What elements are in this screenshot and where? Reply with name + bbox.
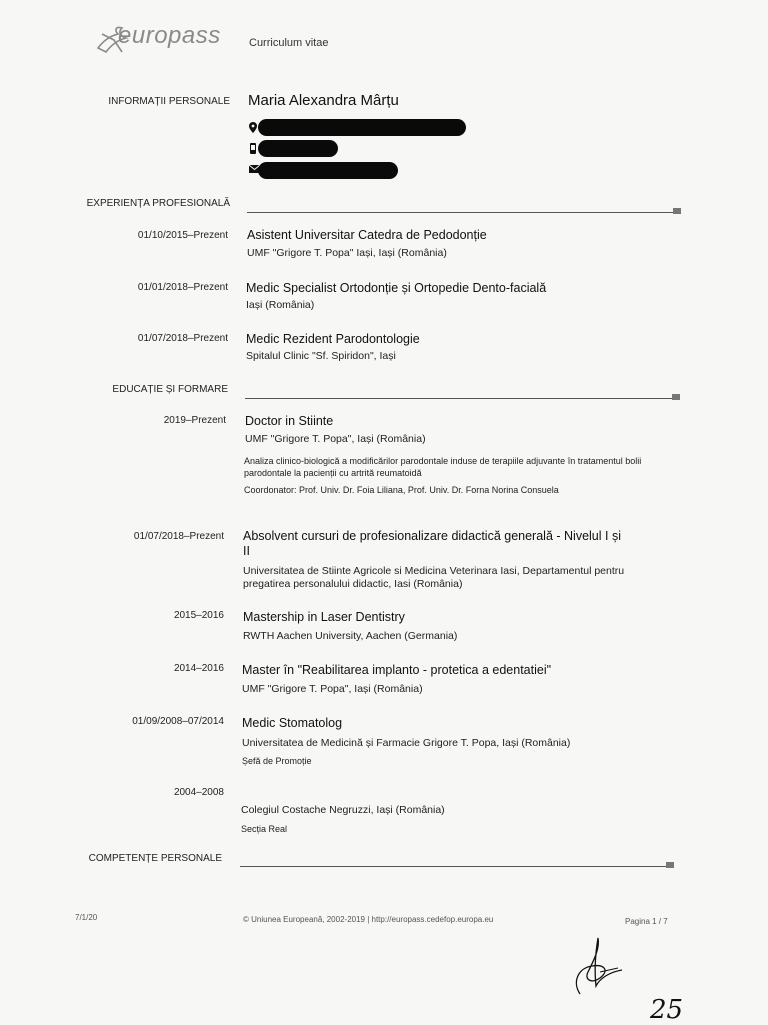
education-profile: Secția Real: [241, 824, 288, 834]
redacted-phone: [258, 140, 338, 157]
education-title-continued: II: [243, 544, 250, 558]
section-label-personal: INFORMAȚII PERSONALE: [108, 96, 230, 107]
location-pin-icon: [249, 122, 257, 136]
document-type: Curriculum vitae: [249, 37, 329, 49]
person-name: Maria Alexandra Mârțu: [248, 92, 399, 109]
education-date: 2019–Prezent: [163, 415, 226, 426]
education-title: Master în "Reabilitarea implanto - protetica a edentatiei": [242, 663, 552, 677]
education-institution: RWTH Aachen University, Aachen (Germania): [243, 630, 458, 642]
education-date: 2014–2016: [173, 663, 224, 674]
education-title: Absolvent cursuri de profesionalizare didactică generală - Nivelul I și: [243, 529, 621, 543]
education-date: 2015–2016: [173, 610, 224, 621]
europass-logo: [92, 22, 242, 58]
education-institution: UMF "Grigore T. Popa", Iași (România): [242, 683, 423, 695]
education-title: Doctor in Stiinte: [245, 414, 334, 428]
section-divider-end-marker: [666, 862, 674, 868]
education-date: 01/09/2008–07/2014: [132, 716, 224, 727]
section-divider: [240, 866, 666, 867]
education-institution: Universitatea de Medicină și Farmacie Grigore T. Popa, Iași (România): [242, 737, 571, 749]
handwritten-page-number: 25: [650, 995, 684, 1025]
handwritten-signature: [570, 932, 630, 1002]
footer-copyright: © Uniunea Europeană, 2002-2019 | http://europass.cedefop.europa.eu: [243, 915, 494, 924]
section-label-education: EDUCAȚIE ȘI FORMARE: [112, 384, 228, 395]
section-divider-end-marker: [673, 208, 681, 214]
experience-employer: Spitalul Clinic "Sf. Spiridon", Iași: [246, 350, 396, 362]
education-thesis-line: Analiza clinico-biologică a modificărilor parodontale induse de terapiile adjuvante în tratamentul bolii: [244, 456, 642, 466]
education-institution: UMF "Grigore T. Popa", Iași (România): [245, 433, 426, 445]
education-date: 01/07/2018–Prezent: [133, 531, 224, 542]
experience-date: 01/07/2018–Prezent: [137, 333, 228, 344]
section-divider: [247, 212, 673, 213]
education-institution: Universitatea de Stiinte Agricole si Medicina Veterinara Iasi, Departamentul pentru: [243, 565, 625, 577]
experience-title: Asistent Universitar Catedra de Pedodonție: [247, 228, 487, 242]
mobile-phone-icon: [249, 143, 257, 157]
redacted-address: [258, 119, 466, 136]
experience-title: Medic Rezident Parodontologie: [246, 332, 420, 346]
experience-title: Medic Specialist Ortodonție și Ortopedie Dento-facială: [246, 281, 547, 295]
europass-wordmark: europass: [118, 22, 221, 49]
section-label-experience: EXPERIENȚA PROFESIONALĂ: [86, 198, 230, 209]
redacted-email: [258, 162, 398, 179]
education-title: Mastership in Laser Dentistry: [243, 610, 405, 624]
footer-date: 7/1/20: [75, 913, 98, 922]
education-title: Medic Stomatolog: [242, 716, 343, 730]
experience-employer: Iași (România): [246, 299, 315, 311]
education-thesis-line: parodontale la pacienții cu artrită reumatoidă: [244, 468, 422, 478]
education-institution-continued: pregatirea personalului didactic, Iasi (România): [243, 578, 463, 590]
education-institution: Colegiul Costache Negruzzi, Iași (România): [241, 804, 445, 816]
footer-page-number: Pagina 1 / 7: [625, 917, 668, 926]
experience-date: 01/01/2018–Prezent: [137, 282, 228, 293]
experience-date: 01/10/2015–Prezent: [137, 230, 228, 241]
education-thesis: [244, 455, 684, 479]
experience-employer: UMF "Grigore T. Popa" Iași, Iași (România): [247, 247, 447, 259]
education-distinction: Șefă de Promoție: [242, 756, 312, 766]
section-label-skills: COMPETENȚE PERSONALE: [88, 853, 222, 864]
education-date: 2004–2008: [173, 787, 224, 798]
section-divider: [245, 398, 673, 399]
section-divider-end-marker: [672, 394, 680, 400]
education-coordinator: Coordonator: Prof. Univ. Dr. Foia Liliana, Prof. Univ. Dr. Forna Norina Consuela: [244, 485, 559, 495]
